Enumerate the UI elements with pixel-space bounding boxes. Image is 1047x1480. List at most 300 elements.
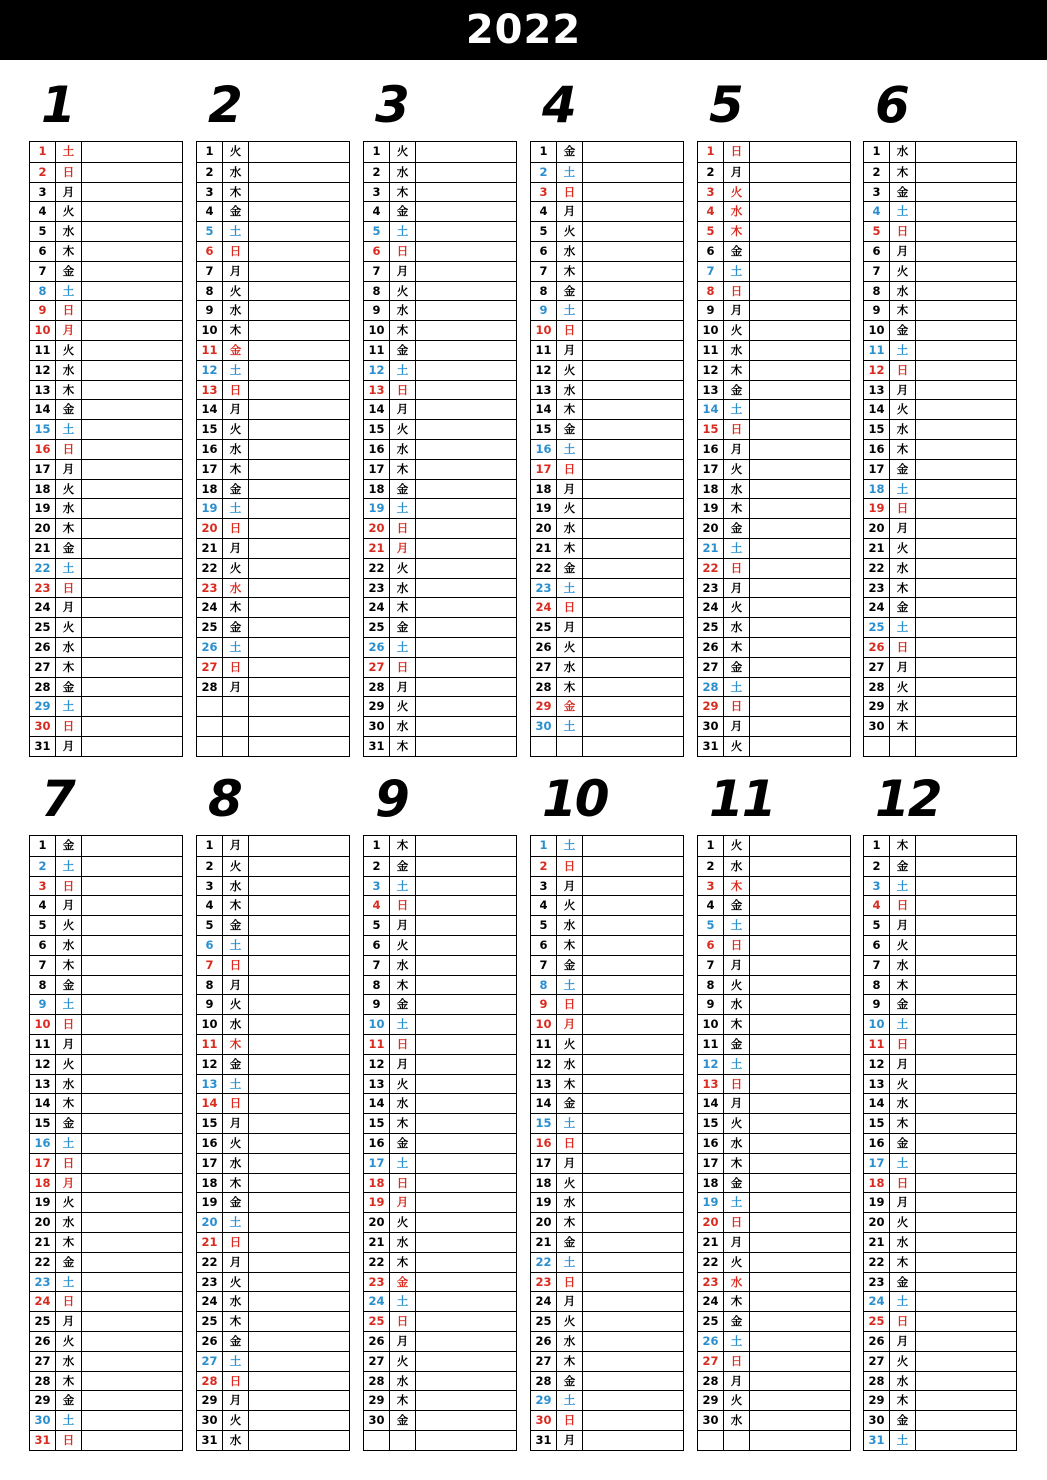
note-cell[interactable] bbox=[416, 1055, 516, 1074]
note-cell[interactable] bbox=[750, 519, 850, 538]
note-cell[interactable] bbox=[750, 361, 850, 380]
note-cell[interactable] bbox=[750, 1035, 850, 1054]
note-cell[interactable] bbox=[82, 1233, 182, 1252]
note-cell[interactable] bbox=[583, 539, 683, 558]
note-cell[interactable] bbox=[583, 678, 683, 697]
note-cell[interactable] bbox=[583, 1094, 683, 1113]
note-cell[interactable] bbox=[916, 877, 1016, 896]
note-cell[interactable] bbox=[249, 341, 349, 360]
note-cell[interactable] bbox=[750, 321, 850, 340]
note-cell[interactable] bbox=[249, 598, 349, 617]
note-cell[interactable] bbox=[416, 381, 516, 400]
note-cell[interactable] bbox=[82, 321, 182, 340]
note-cell[interactable] bbox=[249, 440, 349, 459]
note-cell[interactable] bbox=[249, 242, 349, 261]
note-cell[interactable] bbox=[416, 1094, 516, 1113]
note-cell[interactable] bbox=[249, 1174, 349, 1193]
note-cell[interactable] bbox=[82, 1035, 182, 1054]
note-cell[interactable] bbox=[82, 618, 182, 637]
note-cell[interactable] bbox=[750, 916, 850, 935]
note-cell[interactable] bbox=[249, 1352, 349, 1371]
note-cell[interactable] bbox=[916, 1134, 1016, 1153]
note-cell[interactable] bbox=[82, 1411, 182, 1430]
note-cell[interactable] bbox=[916, 638, 1016, 657]
note-cell[interactable] bbox=[249, 499, 349, 518]
note-cell[interactable] bbox=[583, 1273, 683, 1292]
note-cell[interactable] bbox=[583, 361, 683, 380]
note-cell[interactable] bbox=[916, 976, 1016, 995]
note-cell[interactable] bbox=[916, 1055, 1016, 1074]
note-cell[interactable] bbox=[82, 282, 182, 301]
note-cell[interactable] bbox=[750, 1253, 850, 1272]
note-cell[interactable] bbox=[416, 678, 516, 697]
note-cell[interactable] bbox=[583, 877, 683, 896]
note-cell[interactable] bbox=[916, 142, 1016, 162]
note-cell[interactable] bbox=[82, 539, 182, 558]
note-cell[interactable] bbox=[416, 1332, 516, 1351]
note-cell[interactable] bbox=[750, 1273, 850, 1292]
note-cell[interactable] bbox=[249, 321, 349, 340]
note-cell[interactable] bbox=[416, 598, 516, 617]
note-cell[interactable] bbox=[416, 1391, 516, 1410]
note-cell[interactable] bbox=[583, 1312, 683, 1331]
note-cell[interactable] bbox=[416, 1233, 516, 1252]
note-cell[interactable] bbox=[583, 519, 683, 538]
note-cell[interactable] bbox=[416, 460, 516, 479]
note-cell[interactable] bbox=[82, 1075, 182, 1094]
note-cell[interactable] bbox=[249, 183, 349, 202]
note-cell[interactable] bbox=[82, 559, 182, 578]
note-cell[interactable] bbox=[249, 896, 349, 915]
note-cell[interactable] bbox=[249, 202, 349, 221]
note-cell[interactable] bbox=[82, 1134, 182, 1153]
note-cell[interactable] bbox=[583, 1372, 683, 1391]
note-cell[interactable] bbox=[82, 1154, 182, 1173]
note-cell[interactable] bbox=[583, 1193, 683, 1212]
note-cell[interactable] bbox=[750, 877, 850, 896]
note-cell[interactable] bbox=[82, 1273, 182, 1292]
note-cell[interactable] bbox=[82, 1114, 182, 1133]
note-cell[interactable] bbox=[583, 163, 683, 182]
note-cell[interactable] bbox=[416, 1114, 516, 1133]
note-cell[interactable] bbox=[916, 598, 1016, 617]
note-cell[interactable] bbox=[750, 598, 850, 617]
note-cell[interactable] bbox=[750, 559, 850, 578]
note-cell[interactable] bbox=[916, 242, 1016, 261]
note-cell[interactable] bbox=[750, 956, 850, 975]
note-cell[interactable] bbox=[583, 440, 683, 459]
note-cell[interactable] bbox=[750, 539, 850, 558]
note-cell[interactable] bbox=[82, 1352, 182, 1371]
note-cell[interactable] bbox=[82, 1193, 182, 1212]
note-cell[interactable] bbox=[916, 579, 1016, 598]
note-cell[interactable] bbox=[916, 341, 1016, 360]
note-cell[interactable] bbox=[583, 896, 683, 915]
note-cell[interactable] bbox=[916, 896, 1016, 915]
note-cell[interactable] bbox=[416, 1431, 516, 1450]
note-cell[interactable] bbox=[416, 361, 516, 380]
note-cell[interactable] bbox=[750, 480, 850, 499]
note-cell[interactable] bbox=[249, 936, 349, 955]
note-cell[interactable] bbox=[583, 598, 683, 617]
note-cell[interactable] bbox=[750, 995, 850, 1014]
note-cell[interactable] bbox=[916, 1154, 1016, 1173]
note-cell[interactable] bbox=[82, 242, 182, 261]
note-cell[interactable] bbox=[82, 262, 182, 281]
note-cell[interactable] bbox=[82, 400, 182, 419]
note-cell[interactable] bbox=[583, 1391, 683, 1410]
note-cell[interactable] bbox=[583, 658, 683, 677]
note-cell[interactable] bbox=[916, 1213, 1016, 1232]
note-cell[interactable] bbox=[82, 658, 182, 677]
note-cell[interactable] bbox=[583, 956, 683, 975]
note-cell[interactable] bbox=[82, 916, 182, 935]
note-cell[interactable] bbox=[416, 1253, 516, 1272]
note-cell[interactable] bbox=[249, 579, 349, 598]
note-cell[interactable] bbox=[416, 1075, 516, 1094]
note-cell[interactable] bbox=[750, 222, 850, 241]
note-cell[interactable] bbox=[416, 737, 516, 756]
note-cell[interactable] bbox=[82, 936, 182, 955]
note-cell[interactable] bbox=[750, 282, 850, 301]
note-cell[interactable] bbox=[916, 381, 1016, 400]
note-cell[interactable] bbox=[249, 1055, 349, 1074]
note-cell[interactable] bbox=[583, 1213, 683, 1232]
note-cell[interactable] bbox=[916, 420, 1016, 439]
note-cell[interactable] bbox=[583, 936, 683, 955]
note-cell[interactable] bbox=[416, 1174, 516, 1193]
note-cell[interactable] bbox=[416, 440, 516, 459]
note-cell[interactable] bbox=[583, 618, 683, 637]
note-cell[interactable] bbox=[249, 1154, 349, 1173]
note-cell[interactable] bbox=[750, 1134, 850, 1153]
note-cell[interactable] bbox=[916, 262, 1016, 281]
note-cell[interactable] bbox=[916, 1193, 1016, 1212]
note-cell[interactable] bbox=[416, 877, 516, 896]
note-cell[interactable] bbox=[249, 1372, 349, 1391]
note-cell[interactable] bbox=[750, 678, 850, 697]
note-cell[interactable] bbox=[750, 976, 850, 995]
note-cell[interactable] bbox=[249, 697, 349, 716]
note-cell[interactable] bbox=[583, 1134, 683, 1153]
note-cell[interactable] bbox=[750, 1114, 850, 1133]
note-cell[interactable] bbox=[249, 1312, 349, 1331]
note-cell[interactable] bbox=[249, 678, 349, 697]
note-cell[interactable] bbox=[750, 381, 850, 400]
note-cell[interactable] bbox=[82, 1431, 182, 1450]
note-cell[interactable] bbox=[82, 579, 182, 598]
note-cell[interactable] bbox=[416, 836, 516, 856]
note-cell[interactable] bbox=[583, 1015, 683, 1034]
note-cell[interactable] bbox=[750, 737, 850, 756]
note-cell[interactable] bbox=[583, 836, 683, 856]
note-cell[interactable] bbox=[750, 1094, 850, 1113]
note-cell[interactable] bbox=[583, 857, 683, 876]
note-cell[interactable] bbox=[750, 1174, 850, 1193]
note-cell[interactable] bbox=[916, 1312, 1016, 1331]
note-cell[interactable] bbox=[583, 1292, 683, 1311]
note-cell[interactable] bbox=[750, 1015, 850, 1034]
note-cell[interactable] bbox=[750, 440, 850, 459]
note-cell[interactable] bbox=[82, 678, 182, 697]
note-cell[interactable] bbox=[583, 638, 683, 657]
note-cell[interactable] bbox=[583, 1253, 683, 1272]
note-cell[interactable] bbox=[249, 519, 349, 538]
note-cell[interactable] bbox=[249, 142, 349, 162]
note-cell[interactable] bbox=[249, 995, 349, 1014]
note-cell[interactable] bbox=[249, 976, 349, 995]
note-cell[interactable] bbox=[416, 579, 516, 598]
note-cell[interactable] bbox=[249, 460, 349, 479]
note-cell[interactable] bbox=[750, 717, 850, 736]
note-cell[interactable] bbox=[750, 499, 850, 518]
note-cell[interactable] bbox=[82, 976, 182, 995]
note-cell[interactable] bbox=[416, 282, 516, 301]
note-cell[interactable] bbox=[583, 381, 683, 400]
note-cell[interactable] bbox=[583, 697, 683, 716]
note-cell[interactable] bbox=[750, 1312, 850, 1331]
note-cell[interactable] bbox=[750, 1055, 850, 1074]
note-cell[interactable] bbox=[82, 1391, 182, 1410]
note-cell[interactable] bbox=[916, 301, 1016, 320]
note-cell[interactable] bbox=[249, 222, 349, 241]
note-cell[interactable] bbox=[916, 282, 1016, 301]
note-cell[interactable] bbox=[249, 1233, 349, 1252]
note-cell[interactable] bbox=[583, 976, 683, 995]
note-cell[interactable] bbox=[750, 142, 850, 162]
note-cell[interactable] bbox=[916, 618, 1016, 637]
note-cell[interactable] bbox=[916, 1035, 1016, 1054]
note-cell[interactable] bbox=[750, 1431, 850, 1450]
note-cell[interactable] bbox=[82, 222, 182, 241]
note-cell[interactable] bbox=[916, 836, 1016, 856]
note-cell[interactable] bbox=[583, 1233, 683, 1252]
note-cell[interactable] bbox=[82, 499, 182, 518]
note-cell[interactable] bbox=[249, 857, 349, 876]
note-cell[interactable] bbox=[750, 1332, 850, 1351]
note-cell[interactable] bbox=[249, 1332, 349, 1351]
note-cell[interactable] bbox=[916, 183, 1016, 202]
note-cell[interactable] bbox=[249, 282, 349, 301]
note-cell[interactable] bbox=[249, 361, 349, 380]
note-cell[interactable] bbox=[416, 717, 516, 736]
note-cell[interactable] bbox=[249, 1193, 349, 1212]
note-cell[interactable] bbox=[916, 1174, 1016, 1193]
note-cell[interactable] bbox=[583, 1332, 683, 1351]
note-cell[interactable] bbox=[916, 678, 1016, 697]
note-cell[interactable] bbox=[583, 142, 683, 162]
note-cell[interactable] bbox=[82, 1292, 182, 1311]
note-cell[interactable] bbox=[583, 460, 683, 479]
note-cell[interactable] bbox=[82, 1174, 182, 1193]
note-cell[interactable] bbox=[916, 321, 1016, 340]
note-cell[interactable] bbox=[583, 222, 683, 241]
note-cell[interactable] bbox=[916, 202, 1016, 221]
note-cell[interactable] bbox=[416, 400, 516, 419]
note-cell[interactable] bbox=[82, 1213, 182, 1232]
note-cell[interactable] bbox=[82, 1094, 182, 1113]
note-cell[interactable] bbox=[750, 638, 850, 657]
note-cell[interactable] bbox=[916, 519, 1016, 538]
note-cell[interactable] bbox=[583, 1431, 683, 1450]
note-cell[interactable] bbox=[249, 1114, 349, 1133]
note-cell[interactable] bbox=[82, 857, 182, 876]
note-cell[interactable] bbox=[916, 559, 1016, 578]
note-cell[interactable] bbox=[916, 1292, 1016, 1311]
note-cell[interactable] bbox=[416, 916, 516, 935]
note-cell[interactable] bbox=[82, 480, 182, 499]
note-cell[interactable] bbox=[583, 499, 683, 518]
note-cell[interactable] bbox=[82, 638, 182, 657]
note-cell[interactable] bbox=[416, 896, 516, 915]
note-cell[interactable] bbox=[583, 717, 683, 736]
note-cell[interactable] bbox=[916, 1431, 1016, 1450]
note-cell[interactable] bbox=[249, 262, 349, 281]
note-cell[interactable] bbox=[916, 717, 1016, 736]
note-cell[interactable] bbox=[416, 480, 516, 499]
note-cell[interactable] bbox=[750, 1213, 850, 1232]
note-cell[interactable] bbox=[583, 1035, 683, 1054]
note-cell[interactable] bbox=[583, 400, 683, 419]
note-cell[interactable] bbox=[750, 658, 850, 677]
note-cell[interactable] bbox=[82, 1015, 182, 1034]
note-cell[interactable] bbox=[583, 321, 683, 340]
note-cell[interactable] bbox=[249, 480, 349, 499]
note-cell[interactable] bbox=[750, 1372, 850, 1391]
note-cell[interactable] bbox=[750, 936, 850, 955]
note-cell[interactable] bbox=[416, 420, 516, 439]
note-cell[interactable] bbox=[249, 1273, 349, 1292]
note-cell[interactable] bbox=[750, 1075, 850, 1094]
note-cell[interactable] bbox=[416, 1154, 516, 1173]
note-cell[interactable] bbox=[249, 1094, 349, 1113]
note-cell[interactable] bbox=[583, 916, 683, 935]
note-cell[interactable] bbox=[750, 301, 850, 320]
note-cell[interactable] bbox=[416, 202, 516, 221]
note-cell[interactable] bbox=[249, 638, 349, 657]
note-cell[interactable] bbox=[750, 242, 850, 261]
note-cell[interactable] bbox=[82, 420, 182, 439]
note-cell[interactable] bbox=[916, 361, 1016, 380]
note-cell[interactable] bbox=[750, 579, 850, 598]
note-cell[interactable] bbox=[82, 142, 182, 162]
note-cell[interactable] bbox=[750, 400, 850, 419]
note-cell[interactable] bbox=[416, 163, 516, 182]
note-cell[interactable] bbox=[82, 737, 182, 756]
note-cell[interactable] bbox=[249, 559, 349, 578]
note-cell[interactable] bbox=[249, 420, 349, 439]
note-cell[interactable] bbox=[82, 202, 182, 221]
note-cell[interactable] bbox=[750, 420, 850, 439]
note-cell[interactable] bbox=[916, 1094, 1016, 1113]
note-cell[interactable] bbox=[916, 936, 1016, 955]
note-cell[interactable] bbox=[916, 460, 1016, 479]
note-cell[interactable] bbox=[916, 163, 1016, 182]
note-cell[interactable] bbox=[82, 717, 182, 736]
note-cell[interactable] bbox=[416, 1035, 516, 1054]
note-cell[interactable] bbox=[416, 499, 516, 518]
note-cell[interactable] bbox=[249, 539, 349, 558]
note-cell[interactable] bbox=[82, 1372, 182, 1391]
note-cell[interactable] bbox=[249, 956, 349, 975]
note-cell[interactable] bbox=[249, 737, 349, 756]
note-cell[interactable] bbox=[82, 1332, 182, 1351]
note-cell[interactable] bbox=[249, 1075, 349, 1094]
note-cell[interactable] bbox=[416, 995, 516, 1014]
note-cell[interactable] bbox=[916, 1411, 1016, 1430]
note-cell[interactable] bbox=[750, 896, 850, 915]
note-cell[interactable] bbox=[916, 1015, 1016, 1034]
note-cell[interactable] bbox=[249, 1253, 349, 1272]
note-cell[interactable] bbox=[249, 381, 349, 400]
note-cell[interactable] bbox=[416, 142, 516, 162]
note-cell[interactable] bbox=[583, 301, 683, 320]
note-cell[interactable] bbox=[249, 618, 349, 637]
note-cell[interactable] bbox=[916, 480, 1016, 499]
note-cell[interactable] bbox=[583, 1174, 683, 1193]
note-cell[interactable] bbox=[82, 361, 182, 380]
note-cell[interactable] bbox=[249, 1292, 349, 1311]
note-cell[interactable] bbox=[916, 539, 1016, 558]
note-cell[interactable] bbox=[916, 400, 1016, 419]
note-cell[interactable] bbox=[82, 163, 182, 182]
note-cell[interactable] bbox=[750, 1233, 850, 1252]
note-cell[interactable] bbox=[916, 499, 1016, 518]
note-cell[interactable] bbox=[416, 638, 516, 657]
note-cell[interactable] bbox=[416, 222, 516, 241]
note-cell[interactable] bbox=[249, 1431, 349, 1450]
note-cell[interactable] bbox=[750, 1193, 850, 1212]
note-cell[interactable] bbox=[249, 658, 349, 677]
note-cell[interactable] bbox=[82, 1312, 182, 1331]
note-cell[interactable] bbox=[750, 163, 850, 182]
note-cell[interactable] bbox=[416, 183, 516, 202]
note-cell[interactable] bbox=[916, 697, 1016, 716]
note-cell[interactable] bbox=[82, 519, 182, 538]
note-cell[interactable] bbox=[82, 1253, 182, 1272]
note-cell[interactable] bbox=[916, 222, 1016, 241]
note-cell[interactable] bbox=[583, 1055, 683, 1074]
note-cell[interactable] bbox=[82, 896, 182, 915]
note-cell[interactable] bbox=[750, 262, 850, 281]
note-cell[interactable] bbox=[416, 341, 516, 360]
note-cell[interactable] bbox=[249, 400, 349, 419]
note-cell[interactable] bbox=[82, 1055, 182, 1074]
note-cell[interactable] bbox=[916, 1114, 1016, 1133]
note-cell[interactable] bbox=[82, 440, 182, 459]
note-cell[interactable] bbox=[416, 658, 516, 677]
note-cell[interactable] bbox=[750, 1154, 850, 1173]
note-cell[interactable] bbox=[82, 877, 182, 896]
note-cell[interactable] bbox=[750, 857, 850, 876]
note-cell[interactable] bbox=[249, 836, 349, 856]
note-cell[interactable] bbox=[82, 598, 182, 617]
note-cell[interactable] bbox=[750, 341, 850, 360]
note-cell[interactable] bbox=[249, 301, 349, 320]
note-cell[interactable] bbox=[916, 737, 1016, 756]
note-cell[interactable] bbox=[750, 618, 850, 637]
note-cell[interactable] bbox=[916, 995, 1016, 1014]
note-cell[interactable] bbox=[583, 420, 683, 439]
note-cell[interactable] bbox=[416, 1312, 516, 1331]
note-cell[interactable] bbox=[416, 697, 516, 716]
note-cell[interactable] bbox=[750, 202, 850, 221]
note-cell[interactable] bbox=[249, 1035, 349, 1054]
note-cell[interactable] bbox=[916, 1352, 1016, 1371]
note-cell[interactable] bbox=[750, 1411, 850, 1430]
note-cell[interactable] bbox=[916, 1372, 1016, 1391]
note-cell[interactable] bbox=[416, 519, 516, 538]
